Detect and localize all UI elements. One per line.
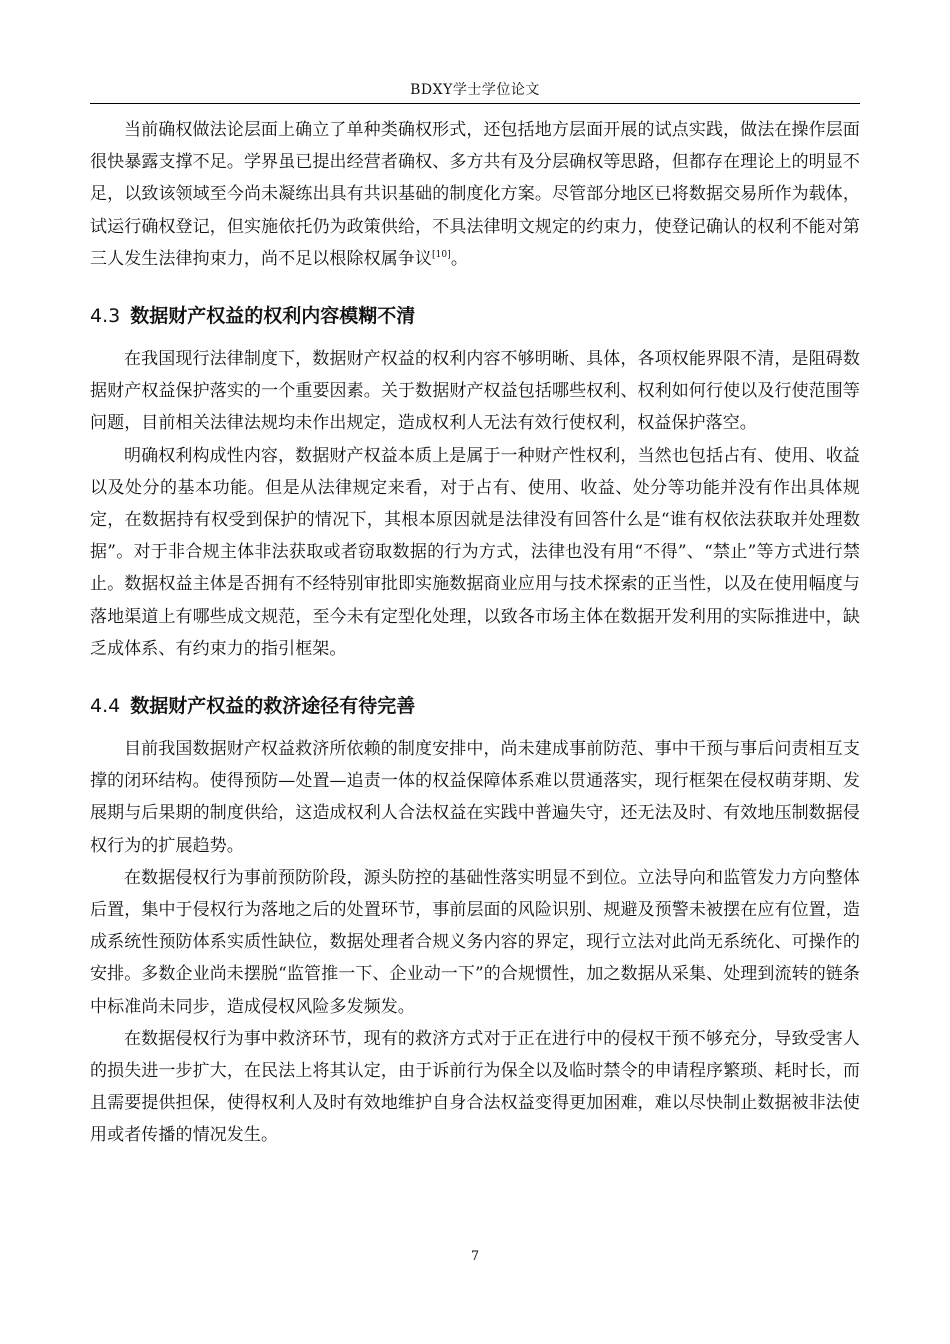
paragraph-intro-text: 当前确权做法论层面上确立了单种类确权形式，还包括地方层面开展的试点实践，做法在操作层面很快暴露支撑不足。学界虽已提出经营者确权、多方共有及分层确权等思路，但都存在理论上的明显不足，以致该领域至今尚未凝练出具有共识基础的制度化方案。尽管部分地区已将数据交易所作为载体，试运行确权登记，但实施依托仍为政策供给，不具法律明文规定的约束力，使登记确认的权利不能对第三人发生法律拘束力，尚不足以根除权属争议 bbox=[90, 120, 860, 269]
section-number: 4.3 bbox=[90, 305, 121, 328]
page-number: 7 bbox=[470, 1249, 480, 1264]
paragraph-intro-end: 。 bbox=[450, 248, 468, 269]
section-title-text: 数据财产权益的救济途径有待完善 bbox=[130, 695, 416, 718]
section-4-4-paragraph-3: 在数据侵权行为事中救济环节，现有的救济方式对于正在进行中的侵权干预不够充分，导致受害人的损失进一步扩大，在民法上将其认定，由于诉前行为保全以及临时禁令的申请程序繁琐、耗时长，而且需要提供担保，使得权利人及时有效地维护自身合法权益变得更加困难，难以尽快制止数据被非法使用或者传播的情况发生。 bbox=[90, 1028, 860, 1146]
header-divider bbox=[90, 103, 860, 104]
section-number: 4.4 bbox=[90, 695, 121, 718]
section-4-4-paragraph-2: 在数据侵权行为事前预防阶段，源头防控的基础性落实明显不到位。立法导向和监管发力方向整体后置，集中于侵权行为落地之后的处置环节，事前层面的风险识别、规避及预警未被摆在应有位置，造成系统性预防体系实质性缺位，数据处理者合规义务内容的界定，现行立法对此尚无系统化、可操作的安排。多数企业尚未摆脱“监管推一下、企业动一下”的合规惯性，加之数据从采集、处理到流转的链条中标准尚未同步，造成侵权风险多发频发。 bbox=[90, 867, 860, 1017]
section-title-text: 数据财产权益的权利内容模糊不清 bbox=[130, 305, 416, 328]
page-body bbox=[90, 114, 860, 1152]
paragraph-intro bbox=[90, 114, 860, 275]
page-header bbox=[90, 78, 860, 102]
section-heading-4-3 bbox=[90, 301, 860, 331]
citation-reference: [10] bbox=[432, 249, 451, 260]
section-4-3-paragraph-1: 在我国现行法律制度下，数据财产权益的权利内容不够明晰、具体，各项权能界限不清，是阻碍数据财产权益保护落实的一个重要因素。关于数据财产权益包括哪些权利、权利如何行使以及行使范围等问题，目前相关法律法规均未作出规定，造成权利人无法有效行使权利，权益保护落空。 bbox=[90, 349, 860, 434]
section-4-4-paragraph-1: 目前我国数据财产权益救济所依赖的制度安排中，尚未建成事前防范、事中干预与事后问责相互支撑的闭环结构。使得预防—处置—追责一体的权益保障体系难以贯通落实，现行框架在侵权萌芽期、发展期与后果期的制度供给，这造成权利人合法权益在实践中普遍失守，还无法及时、有效地压制数据侵权行为的扩展趋势。 bbox=[90, 739, 860, 856]
section-heading-4-4 bbox=[90, 691, 860, 721]
section-4-3-paragraph-2: 明确权利构成性内容，数据财产权益本质上是属于一种财产性权利，当然也包括占有、使用、收益以及处分的基本功能。但是从法律规定来看，对于占有、使用、收益、处分等功能并没有作出具体规定，在数据持有权受到保护的情况下，其根本原因就是法律没有回答什么是“谁有权依法获取并处理数据”。对于非合规主体非法获取或者窃取数据的行为方式，法律也没有用“不得”、“禁止”等方式进行禁止。数据权益主体是否拥有不经特别审批即实施数据商业应用与技术探索的正当性，以及在使用幅度与落地渠道上有哪些成文规范，至今未有定型化处理，以致各市场主体在数据开发利用的实际推进中，缺乏成体系、有约束力的指引框架。 bbox=[90, 445, 860, 659]
header-title: BDXY学士学位论文 bbox=[410, 82, 540, 98]
